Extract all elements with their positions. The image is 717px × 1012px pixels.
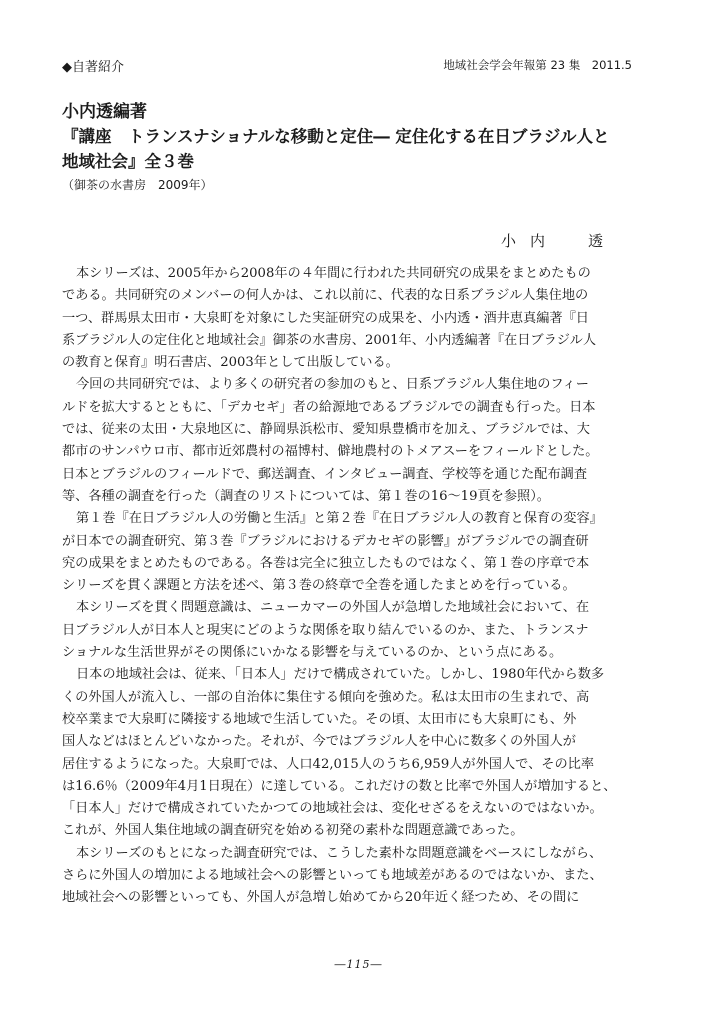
body-line: の教育と保育』明石書店、2003年として出版している。	[62, 355, 399, 371]
body-line: 日ブラジル人が日本人と現実にどのような関係を取り結んでいるのか、また、トランスナ	[62, 622, 589, 638]
body-line: これが、外国人集住地域の調査研究を始める初発の素朴な問題意識であった。	[62, 823, 524, 839]
body-line: 都市のサンパウロ市、都市近郊農村の福博村、僻地農村のトメアスーをフィールドとした。	[62, 444, 599, 460]
body-line: 究の成果をまとめたものである。各巻は完全に独立したものではなく、第１巻の序章で本	[62, 555, 590, 571]
body-line: 一つ、群馬県太田市・大泉町を対象にした実証研究の成果を、小内透・酒井恵真編著『日	[62, 310, 589, 326]
journal-info: 地域社会学会年報第 23 集 2011.5	[443, 58, 632, 72]
body-line: 校卒業まで大泉町に隣接する地域で生活していた。その頃、太田市にも大泉町にも、外	[62, 711, 577, 727]
body-line: 今回の共同研究では、より多くの研究者の参加のもと、日系ブラジル人集住地のフィー	[76, 377, 589, 393]
body-line: ショナルな生活世界がその関係にいかなる影響を与えているのか、という点にある。	[62, 645, 563, 661]
book-title-line-1: 『講座 トランスナショナルな移動と定住― 定住化する在日ブラジル人と	[62, 127, 610, 146]
body-text	[62, 263, 642, 910]
body-line: 「日本人」だけで構成されていたかつての地域社会は、変化せざるをえないのではないか。	[62, 801, 603, 817]
body-line: である。共同研究のメンバーの何人かは、これ以前に、代表的な日系ブラジル人集住地の	[62, 288, 589, 304]
body-line: は16.6％（2009年4月1日現在）に達している。これだけの数と比率で外国人が増加すると、	[62, 778, 617, 794]
review-author: 小内 透	[500, 232, 617, 250]
book-title-line-2: 地域社会』全３巻	[62, 152, 194, 171]
page-header	[62, 56, 632, 76]
body-line: が日本での調査研究、第３巻『ブラジルにおけるデカセギの影響』がブラジルでの調査研	[62, 533, 589, 549]
body-line: 地域社会への影響といっても、外国人が急増し始めてから20年近く経つため、その間に	[62, 890, 580, 906]
body-line: 第１巻『在日ブラジル人の労働と生活』と第２巻『在日ブラジル人の教育と保育の変容』	[76, 511, 603, 527]
book-publisher: （御茶の水書房 2009年）	[62, 178, 213, 192]
body-line: 日本とブラジルのフィールドで、郵送調査、インタビュー調査、学校等を通じた配布調査	[62, 466, 588, 482]
body-line: 居住するようになった。大泉町では、人口42,015人のうち6,959人が外国人で、その比率	[62, 756, 595, 772]
body-line: シリーズを貫く課題と方法を述べ、第３巻の終章で全巻を通したまとめを行っている。	[62, 578, 576, 594]
body-line: ルドを拡大するとともに、「デカセギ」者の給源地であるブラジルでの調査も行った。日本	[62, 399, 596, 415]
body-line: さらに外国人の増加による地域社会への影響といっても地域差があるのではないか、また、	[62, 868, 603, 884]
body-line: くの外国人が流入し、一部の自治体に集住する傾向を強めた。私は太田市の生まれで、高	[62, 689, 590, 705]
body-line: 日本の地域社会は、従来、「日本人」だけで構成されていた。しかし、1980年代から数多	[76, 667, 605, 683]
page-number: ―115―	[334, 958, 383, 971]
section-label: ◆自著紹介	[62, 60, 124, 75]
body-line: 本シリーズのもとになった調査研究では、こうした素朴な問題意識をベースにしながら、	[76, 845, 603, 861]
body-line: 本シリーズは、2005年から2008年の４年間に行われた共同研究の成果をまとめたもの	[76, 266, 591, 281]
body-line: 本シリーズを貫く問題意識は、ニューカマーの外国人が急増した地域社会において、在	[76, 600, 590, 616]
title-block	[62, 100, 632, 194]
body-line: 等、各種の調査を行った（調査のリストについては、第１巻の16～19頁を参照）。	[62, 488, 550, 504]
body-line: 国人などはほとんどいなかった。それが、今ではブラジル人を中心に数多くの外国人が	[62, 734, 576, 750]
book-editor: 小内透編著	[62, 102, 147, 122]
body-line: では、従来の太田・大泉地区に、静岡県浜松市、愛知県豊橋市を加え、ブラジルでは、大	[62, 422, 590, 438]
body-line: 系ブラジル人の定住化と地域社会』御茶の水書房、2001年、小内透編著『在日ブラジル人	[62, 332, 597, 348]
